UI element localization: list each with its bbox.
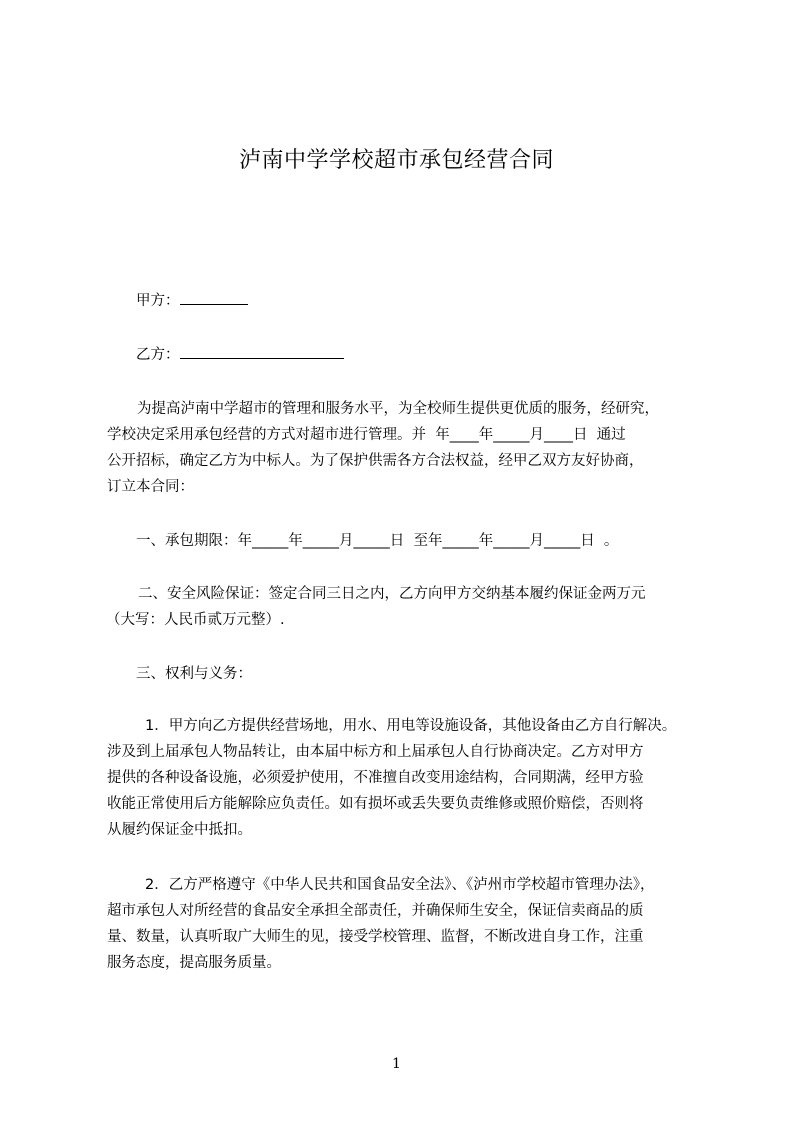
item-1-line-3: 提供的各种设备设施，必须爱护使用，不准擅自改变用途结构，合同期满，经甲方验 — [107, 770, 644, 786]
section-2-line-2: （大写：人民币贰万元整）. — [106, 612, 285, 628]
item-1-line-2: 涉及到上届承包人物品转让，由本届中标方和上届承包人自行协商决定。乙方对甲方 — [107, 744, 644, 760]
party-b-line — [136, 342, 344, 368]
intro-line-2: 学校决定采用承包经营的方式对超市进行管理。并 年____年_____月____日 通过 — [107, 427, 626, 443]
party-a-blank — [180, 290, 248, 305]
section-2-line-1: 二、安全风险保证：签定合同三日之内，乙方向甲方交纳基本履约保证金两万元 — [138, 586, 646, 602]
document-title: 泸南中学学校超市承包经营合同 — [238, 148, 554, 173]
section-3-heading: 三、权利与义务： — [136, 666, 252, 682]
item-1-line-1: 1．甲方向乙方提供经营场地，用水、用电等设施设备，其他设备由乙方自行解决。 — [145, 718, 677, 734]
party-b-blank — [180, 344, 344, 359]
item-1-line-4: 收能正常使用后方能解除应负责任。如有损坏或丢失要负责维修或照价赔偿，否则将 — [107, 796, 644, 812]
intro-line-1: 为提高泸南中学超市的管理和服务水平，为全校师生提供更优质的服务，经研究， — [137, 401, 659, 417]
item-2-line-3: 量、数量，认真听取广大师生的见，接受学校管理、监督，不断改进自身工作，注重 — [107, 929, 644, 945]
item-2-line-1: 2．乙方严格遵守《中华人民共和国食品安全法》、《泸州市学校超市管理办法》， — [145, 877, 655, 893]
section-1-term: 一、承包期限：年_____年_____月_____日 至年_____年_____月_____日 。 — [136, 533, 619, 549]
intro-line-4: 订立本合同： — [107, 479, 194, 495]
item-1-line-5: 从履约保证金中抵扣。 — [107, 822, 252, 838]
party-a-label: 甲方： — [136, 293, 180, 309]
page-number: 1 — [392, 1056, 401, 1072]
item-2-line-4: 服务态度，提高服务质量。 — [107, 955, 281, 971]
party-a-line — [136, 288, 248, 314]
intro-line-3: 公开招标，确定乙方为中标人。为了保护供需各方合法权益，经甲乙双方友好协商， — [107, 453, 644, 469]
item-2-line-2: 超市承包人对所经营的食品安全承担全部责任，并确保师生安全，保证信卖商品的质 — [107, 903, 644, 919]
party-b-label: 乙方： — [136, 347, 180, 363]
